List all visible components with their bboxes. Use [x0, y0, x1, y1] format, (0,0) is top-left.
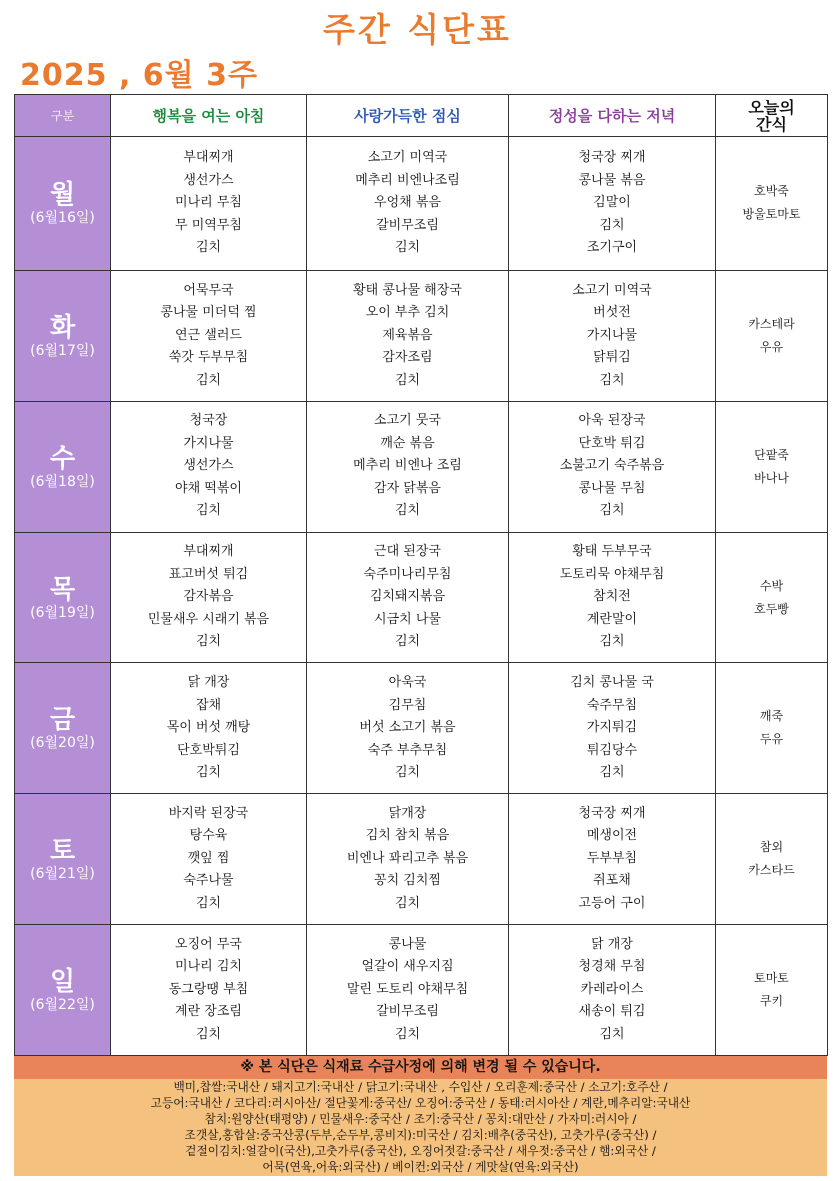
dinner-cell — [509, 794, 716, 925]
breakfast-item: 바지락 된장국 — [168, 805, 249, 821]
header-row — [15, 95, 828, 137]
snack-item: 호두빵 — [754, 601, 789, 616]
dinner-item: 김치 — [599, 765, 625, 781]
day-date: (6월18일) — [30, 473, 95, 490]
snack-cell — [716, 532, 828, 663]
breakfast-item: 김치 — [195, 503, 222, 519]
dinner-item: 단호박 튀김 — [578, 435, 646, 451]
breakfast-item: 미나리 무침 — [175, 195, 242, 211]
day-date: (6월16일) — [30, 210, 95, 227]
lunch-item: 비엔나 꽈리고추 볶음 — [346, 850, 469, 866]
day-cell — [15, 137, 111, 271]
lunch-item: 김무침 — [388, 697, 427, 713]
dinner-item: 쥐포채 — [593, 873, 631, 889]
breakfast-item: 감자볶음 — [183, 589, 234, 605]
snack-item: 바나나 — [754, 470, 789, 485]
day-cell — [15, 401, 111, 532]
header-lunch: 사랑가득한 점심 — [307, 95, 509, 137]
dinner-cell — [509, 663, 716, 794]
day-row — [15, 925, 828, 1056]
day-date: (6월17일) — [30, 342, 95, 359]
breakfast-item: 목이 버섯 깨탕 — [166, 720, 251, 736]
breakfast-cell — [111, 925, 307, 1056]
day-row — [15, 663, 828, 794]
day-row — [15, 401, 828, 532]
day-row — [15, 270, 828, 401]
notice-banner: ※ 본 식단은 식재료 수급사정에 의해 변경 될 수 있습니다. — [14, 1056, 827, 1079]
lunch-item: 김치 — [394, 372, 421, 388]
breakfast-item: 오징어 무국 — [175, 936, 242, 952]
lunch-item: 시금치 나물 — [374, 611, 441, 627]
breakfast-item: 야채 떡볶이 — [175, 480, 242, 496]
dinner-item: 청국장 찌개 — [578, 150, 646, 166]
dinner-item: 김치 — [599, 217, 625, 233]
day-date: (6월21일) — [30, 866, 95, 883]
lunch-item: 김치 참치 볶음 — [365, 828, 450, 844]
lunch-item: 김치 — [394, 1026, 421, 1042]
dinner-item: 참치전 — [593, 589, 631, 605]
day-date: (6월22일) — [30, 997, 95, 1014]
header-snack — [716, 95, 828, 137]
dinner-item: 콩나물 무침 — [578, 480, 646, 496]
lunch-item: 황태 콩나물 해장국 — [353, 282, 462, 298]
origin-line: 조갯살,홍합살:중국산콩(두부,순두부,콩비지):미국산 / 김치:배추(중국산), 고춧가루(중국산) / — [184, 1128, 657, 1142]
snack-cell — [716, 137, 828, 271]
breakfast-item: 생선가스 — [183, 458, 234, 474]
lunch-cell — [307, 794, 509, 925]
day-cell — [15, 794, 111, 925]
lunch-item: 메추리 비엔나 조림 — [353, 458, 462, 474]
dinner-item: 콩나물 볶음 — [578, 172, 646, 188]
breakfast-item: 닭 개장 — [187, 675, 230, 691]
dinner-item: 버섯전 — [593, 305, 631, 321]
lunch-item: 오이 부추 김치 — [365, 305, 450, 321]
breakfast-item: 김치 — [195, 634, 222, 650]
dinner-cell — [509, 925, 716, 1056]
lunch-item: 버섯 소고기 볶음 — [359, 720, 456, 736]
snack-item: 수박 — [759, 578, 784, 593]
breakfast-item: 미나리 김치 — [175, 959, 242, 975]
dinner-item: 아욱 된장국 — [578, 413, 646, 429]
day-name: 수 — [49, 443, 76, 474]
breakfast-cell — [111, 270, 307, 401]
breakfast-item: 숙주나물 — [183, 873, 234, 889]
day-row — [15, 137, 828, 271]
lunch-item: 소고기 미역국 — [367, 150, 448, 166]
header-breakfast: 행복을 여는 아침 — [111, 95, 307, 137]
lunch-item: 소고기 뭇국 — [374, 413, 441, 429]
lunch-item: 감자 닭볶음 — [374, 480, 441, 496]
lunch-item: 김치 — [394, 634, 421, 650]
header-dinner: 정성을 다하는 저녁 — [509, 95, 716, 137]
lunch-item: 콩나물 — [388, 936, 427, 952]
dinner-item: 새송이 튀김 — [578, 1004, 646, 1020]
lunch-cell — [307, 925, 509, 1056]
lunch-item: 김치 — [394, 765, 421, 781]
day-name: 화 — [49, 312, 76, 343]
dinner-cell — [509, 137, 716, 271]
menu-body — [15, 137, 828, 1056]
snack-cell — [716, 401, 828, 532]
breakfast-item: 잡채 — [195, 697, 222, 713]
lunch-item: 메추리 비엔나조림 — [355, 172, 460, 188]
dinner-item: 두부부침 — [586, 850, 638, 866]
lunch-item: 숙주미나리무침 — [363, 566, 452, 582]
origin-line: 백미,찹쌀:국내산 / 돼지고기:국내산 / 닭고기:국내산 , 수입산 / 오리훈제:중국산 / 소고기:호주산 / — [173, 1080, 668, 1094]
page-title: 주간 식단표 — [323, 10, 512, 49]
breakfast-item: 부대찌개 — [183, 150, 234, 166]
day-name: 토 — [49, 836, 76, 867]
snack-item: 우유 — [759, 339, 784, 354]
breakfast-item: 생선가스 — [183, 172, 234, 188]
lunch-item: 우엉채 볶음 — [374, 195, 441, 211]
snack-item: 호박죽 — [754, 184, 789, 199]
breakfast-item: 김치 — [195, 240, 222, 256]
dinner-cell — [509, 270, 716, 401]
breakfast-item: 쑥갓 두부무침 — [168, 350, 249, 366]
dinner-item: 소불고기 숙주볶음 — [559, 458, 665, 474]
snack-item: 카스테라 — [748, 316, 795, 331]
day-cell — [15, 663, 111, 794]
origin-line: 겉절이김치:얼갈이(국산),고춧가루(중국산), 오징어젓갈:중국산 / 새우젓:중국산 / 햄:외국산 / — [185, 1144, 656, 1158]
breakfast-cell — [111, 794, 307, 925]
lunch-item: 근대 된장국 — [374, 544, 441, 560]
lunch-cell — [307, 270, 509, 401]
lunch-item: 갈비무조림 — [376, 1004, 439, 1020]
breakfast-item: 김치 — [195, 765, 222, 781]
snack-item: 참외 — [759, 840, 784, 855]
snack-cell — [716, 925, 828, 1056]
dinner-item: 메생이전 — [586, 828, 638, 844]
snack-item: 쿠키 — [759, 994, 784, 1009]
origin-info — [14, 1079, 827, 1176]
lunch-item: 꽁치 김치찜 — [374, 873, 441, 889]
lunch-item: 김치돼지볶음 — [369, 589, 446, 605]
breakfast-item: 무 미역무침 — [175, 217, 242, 233]
lunch-cell — [307, 663, 509, 794]
snack-item: 방울토마토 — [742, 207, 801, 222]
menu-table — [14, 94, 828, 1056]
lunch-item: 숙주 부추무침 — [367, 742, 448, 758]
snack-cell — [716, 270, 828, 401]
breakfast-item: 깻잎 찜 — [187, 850, 230, 866]
snack-item: 두유 — [759, 732, 784, 747]
lunch-item: 김치 — [394, 240, 421, 256]
breakfast-item: 콩나물 미더덕 찜 — [160, 305, 257, 321]
breakfast-item: 표고버섯 튀김 — [168, 566, 249, 582]
origin-line: 참치:원양산(태평양) / 민물새우:중국산 / 조기:중국산 / 꽁치:대만산 / 가자미:러시아 / — [204, 1112, 637, 1126]
header-snack-line1: 오늘의 — [748, 97, 795, 117]
lunch-item: 깨순 볶음 — [380, 435, 435, 451]
dinner-item: 김치 콩나물 국 — [570, 675, 654, 691]
dinner-item: 숙주무침 — [586, 697, 638, 713]
lunch-item: 얼갈이 새우지짐 — [361, 959, 454, 975]
day-cell — [15, 532, 111, 663]
day-date: (6월19일) — [30, 604, 95, 621]
snack-item: 카스타드 — [748, 863, 795, 878]
day-row — [15, 794, 828, 925]
dinner-item: 가지나물 — [586, 327, 638, 343]
lunch-item: 김치 — [394, 895, 421, 911]
breakfast-item: 동그랑땡 부침 — [168, 981, 249, 997]
breakfast-item: 탕수육 — [189, 828, 228, 844]
origin-line: 어묵(연육,어육:외국산) / 베이컨:외국산 / 게맛살(연육:외국산) — [262, 1160, 579, 1174]
lunch-cell — [307, 532, 509, 663]
breakfast-item: 어묵무국 — [183, 282, 234, 298]
day-name: 목 — [49, 574, 76, 605]
dinner-item: 도토리묵 야채무침 — [559, 566, 665, 582]
breakfast-item: 김치 — [195, 372, 222, 388]
breakfast-cell — [111, 532, 307, 663]
dinner-cell — [509, 401, 716, 532]
breakfast-item: 민물새우 시래기 볶음 — [147, 611, 270, 627]
dinner-item: 조기구이 — [586, 240, 638, 256]
dinner-item: 닭튀김 — [593, 350, 631, 366]
dinner-item: 소고기 미역국 — [572, 282, 652, 298]
origin-line: 고등어:국내산 / 코다리:러시아산/ 절단꽃게:중국산/ 오징어:중국산 / 동태:러시아산 / 계란,메추리알:국내산 — [150, 1096, 691, 1110]
breakfast-cell — [111, 401, 307, 532]
day-name: 월 — [49, 180, 76, 211]
dinner-item: 김말이 — [593, 195, 631, 211]
header-snack-line2: 간식 — [756, 114, 787, 134]
snack-item: 단팥죽 — [754, 447, 789, 462]
day-row — [15, 532, 828, 663]
dinner-item: 황태 두부무국 — [572, 544, 652, 560]
dinner-item: 튀김당수 — [586, 742, 638, 758]
lunch-item: 감자조림 — [382, 350, 433, 366]
header-gubun: 구분 — [15, 95, 111, 137]
breakfast-item: 김치 — [195, 895, 222, 911]
day-cell — [15, 270, 111, 401]
snack-item: 깨죽 — [759, 709, 784, 724]
lunch-item: 갈비무조림 — [376, 217, 439, 233]
dinner-item: 김치 — [599, 503, 625, 519]
day-date: (6월20일) — [30, 735, 95, 752]
dinner-item: 고등어 구이 — [578, 895, 646, 911]
breakfast-item: 김치 — [195, 1026, 222, 1042]
lunch-item: 말린 도토리 야채무침 — [346, 981, 469, 997]
dinner-item: 김치 — [599, 634, 625, 650]
day-cell — [15, 925, 111, 1056]
lunch-item: 제육볶음 — [382, 327, 433, 343]
week-subtitle: 2025 , 6월 3주 — [20, 58, 258, 93]
dinner-item: 계란말이 — [586, 611, 638, 627]
snack-cell — [716, 794, 828, 925]
lunch-cell — [307, 401, 509, 532]
breakfast-item: 계란 장조림 — [175, 1004, 242, 1020]
dinner-item: 가지튀김 — [586, 720, 638, 736]
lunch-item: 김치 — [394, 503, 421, 519]
breakfast-item: 가지나물 — [183, 435, 234, 451]
lunch-item: 닭개장 — [388, 805, 427, 821]
dinner-item: 청국장 찌개 — [578, 805, 646, 821]
dinner-item: 청경채 무침 — [578, 959, 646, 975]
dinner-item: 김치 — [599, 372, 625, 388]
breakfast-item: 청국장 — [189, 413, 228, 429]
day-name: 일 — [49, 967, 76, 998]
dinner-item: 카레라이스 — [580, 981, 644, 997]
dinner-item: 닭 개장 — [591, 936, 633, 952]
lunch-item: 아욱국 — [388, 675, 427, 691]
dinner-item: 김치 — [599, 1026, 625, 1042]
breakfast-cell — [111, 663, 307, 794]
snack-cell — [716, 663, 828, 794]
breakfast-item: 부대찌개 — [183, 544, 234, 560]
breakfast-cell — [111, 137, 307, 271]
breakfast-item: 연근 샐러드 — [175, 327, 242, 343]
day-name: 금 — [49, 705, 76, 736]
dinner-cell — [509, 532, 716, 663]
breakfast-item: 단호박튀김 — [177, 742, 240, 758]
lunch-cell — [307, 137, 509, 271]
snack-item: 토마토 — [754, 971, 789, 986]
